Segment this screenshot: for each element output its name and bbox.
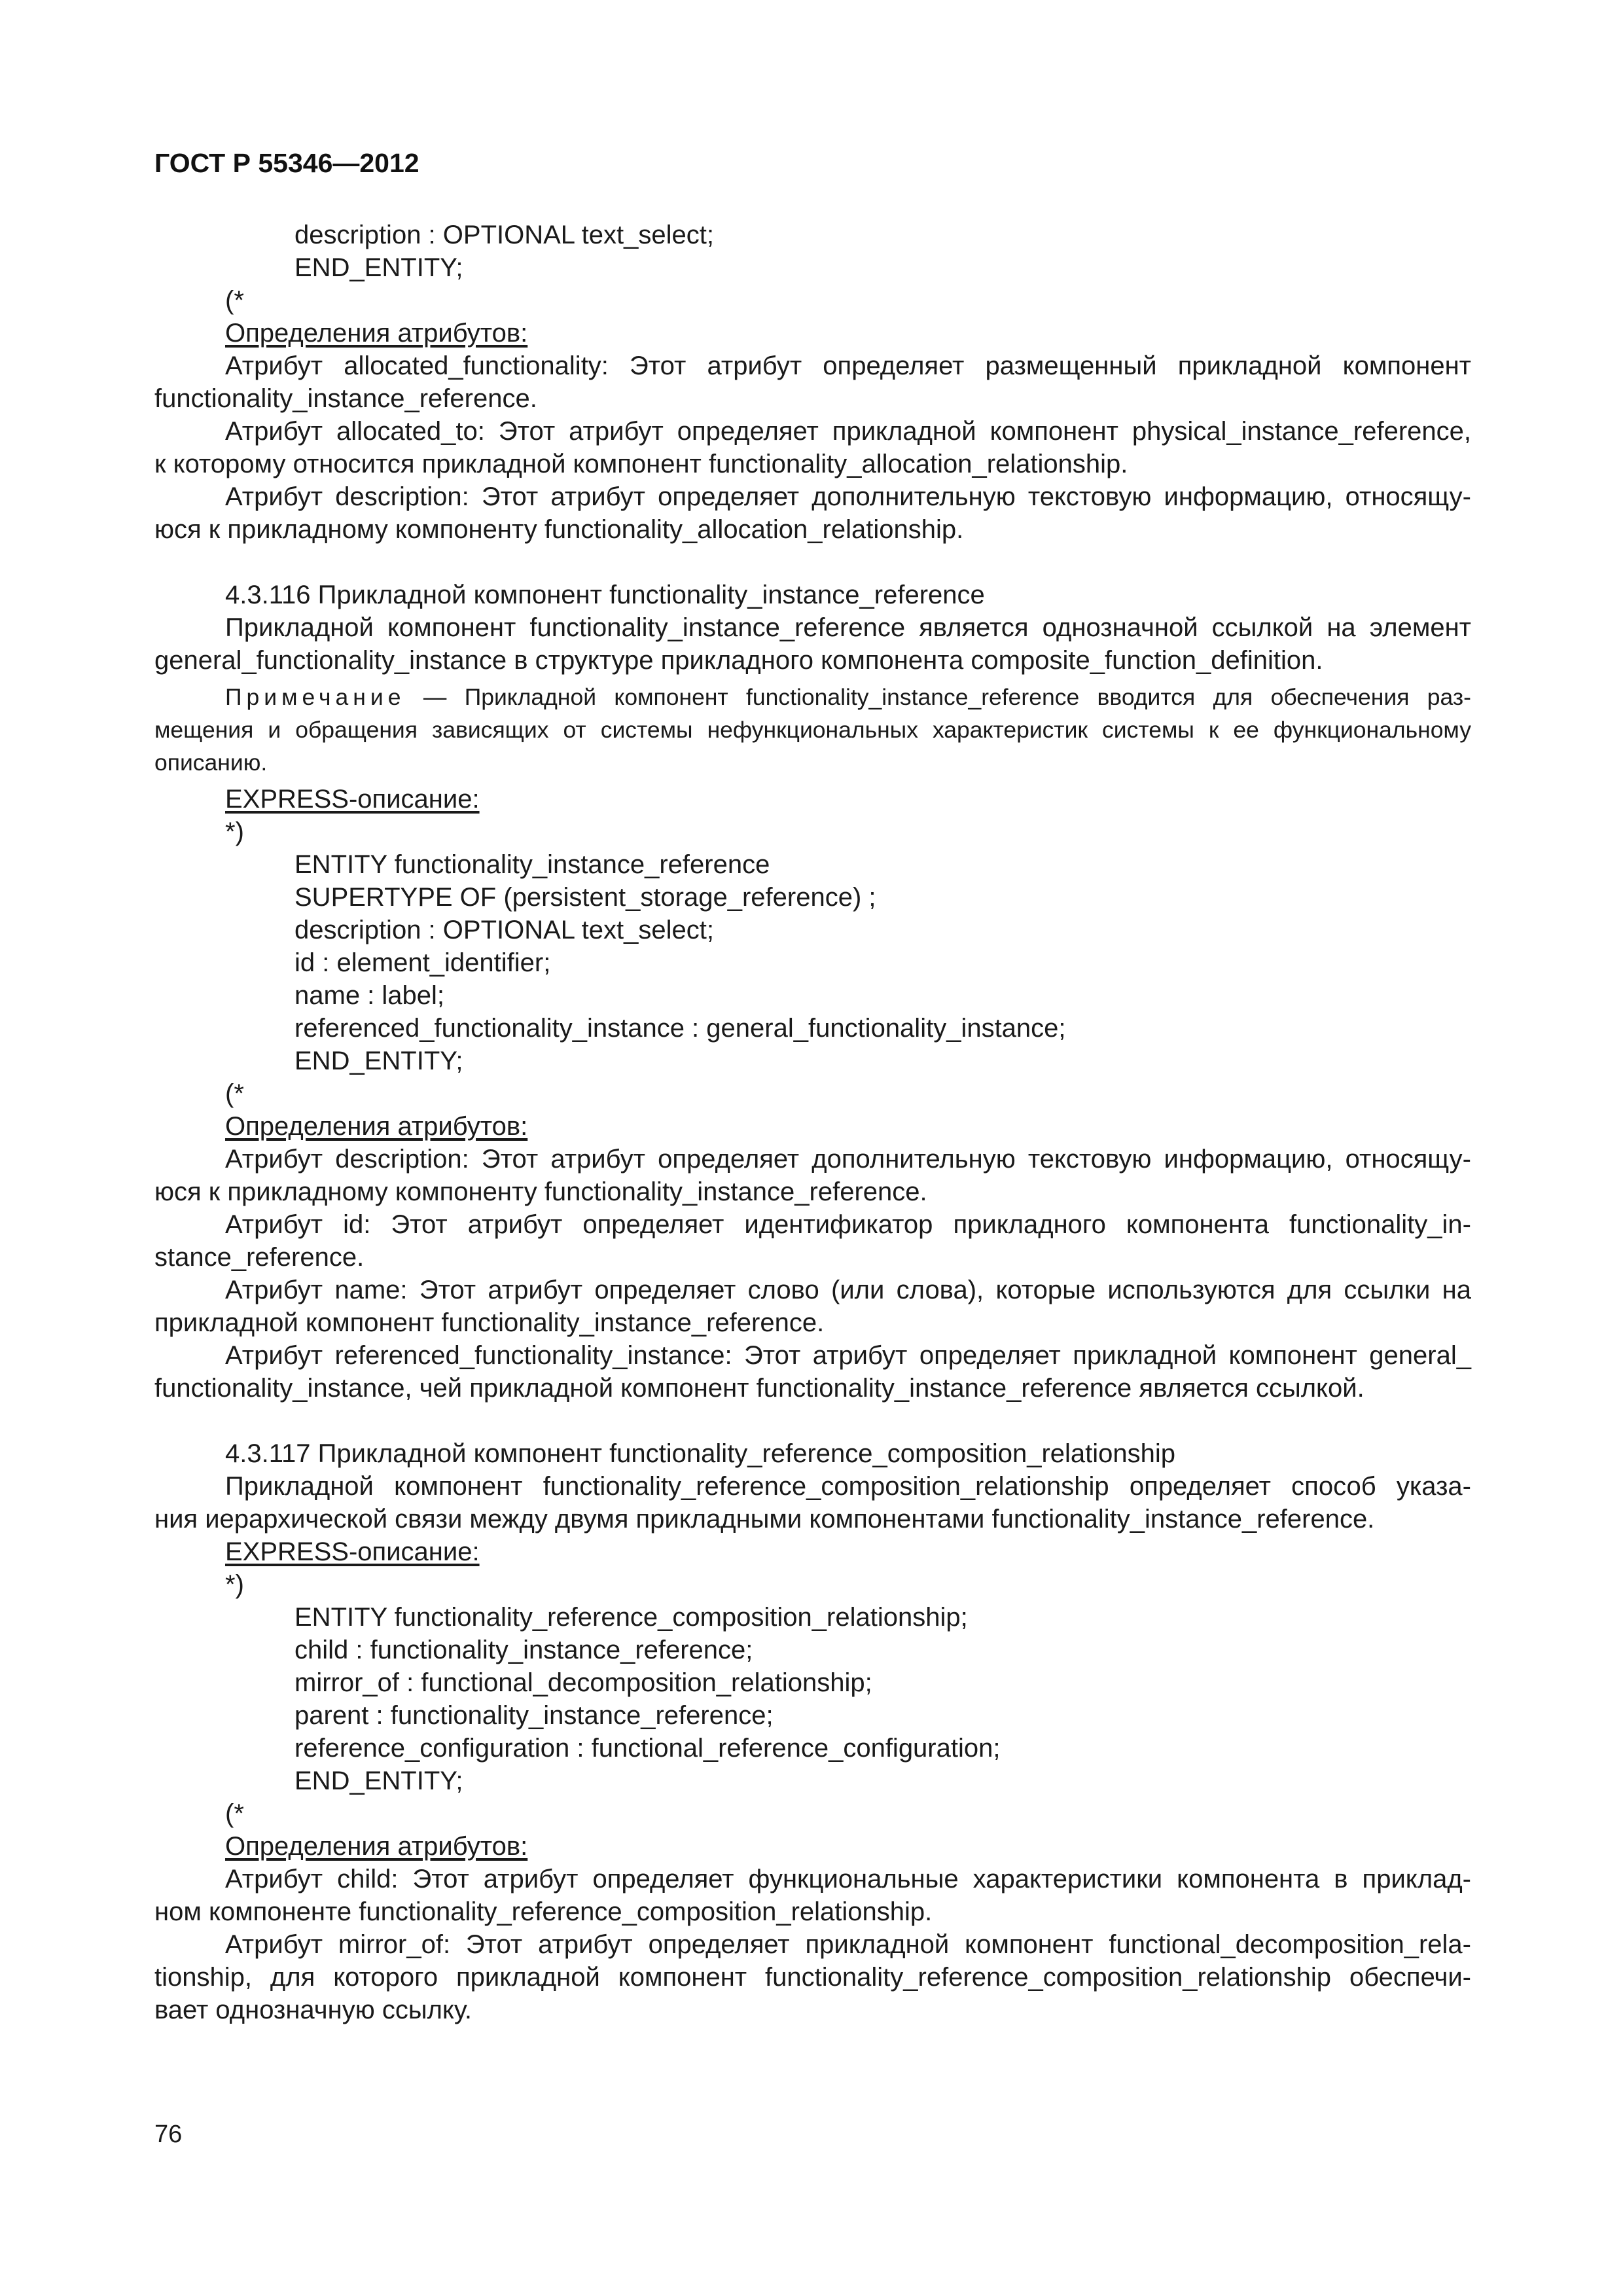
note-label: Примечание <box>225 684 406 710</box>
code-line: ENTITY functionality_instance_reference <box>294 850 770 879</box>
paragraph-line: general_functionality_instance в структуре прикладного компонента composite_function_definition. <box>154 646 1323 675</box>
document-header: ГОСТ Р 55346—2012 <box>154 148 419 178</box>
code-line: END_ENTITY; <box>294 1047 463 1075</box>
paragraph-line: Атрибут allocated_functionality: Этот атрибут определяет размещенный прикладной компонент <box>225 351 1471 380</box>
comment-open: (* <box>225 1799 244 1828</box>
paragraph-line: Атрибут id: Этот атрибут определяет идентификатор прикладного компонента functionality_in- <box>225 1210 1471 1239</box>
section-heading: 4.3.116 Прикладной компонент functionality_instance_reference <box>225 581 985 609</box>
paragraph-line: functionality_instance_reference. <box>154 384 537 413</box>
note-line: — Прикладной компонент functionality_instance_reference вводится для обеспечения раз- <box>423 684 1471 710</box>
paragraph-line: ния иерархической связи между двумя прикладными компонентами functionality_instance_reference. <box>154 1505 1375 1534</box>
paragraph-line: tionship, для которого прикладной компонент functionality_reference_composition_relationship обеспечи- <box>154 1963 1471 1992</box>
paragraph-line: вает однозначную ссылку. <box>154 1996 472 2024</box>
code-line: reference_configuration : functional_reference_configuration; <box>294 1734 1001 1763</box>
paragraph-line: к которому относится прикладной компонент functionality_allocation_relationship. <box>154 450 1128 478</box>
code-line: END_ENTITY; <box>294 1767 463 1795</box>
code-line: ENTITY functionality_reference_composition_relationship; <box>294 1603 968 1632</box>
paragraph-line: юся к прикладному компоненту functionality_instance_reference. <box>154 1177 927 1206</box>
paragraph-line: Атрибут mirror_of: Этот атрибут определяет прикладной компонент functional_decomposition_rela- <box>225 1930 1471 1959</box>
section-heading: 4.3.117 Прикладной компонент functionality_reference_composition_relationship <box>225 1439 1176 1468</box>
code-line: description : OPTIONAL text_select; <box>294 221 714 249</box>
code-line: referenced_functionality_instance : general_functionality_instance; <box>294 1014 1066 1043</box>
note-line: мещения и обращения зависящих от системы нефункциональных характеристик системы к ее функциональному <box>154 717 1471 743</box>
code-line: parent : functionality_instance_reference; <box>294 1701 774 1730</box>
comment-open: (* <box>225 286 244 315</box>
paragraph-line: ном компоненте functionality_reference_composition_relationship. <box>154 1897 933 1926</box>
paragraph-line: Атрибут description: Этот атрибут определяет дополнительную текстовую информацию, относящу- <box>225 1145 1471 1174</box>
paragraph-line: Атрибут referenced_functionality_instance: Этот атрибут определяет прикладной компонент general_ <box>225 1341 1471 1370</box>
code-line: END_ENTITY; <box>294 253 463 282</box>
comment-open: (* <box>225 1079 244 1108</box>
attribute-definitions-heading: Определения атрибутов: <box>225 1832 528 1861</box>
code-line: SUPERTYPE OF (persistent_storage_reference) ; <box>294 883 876 912</box>
code-line: id : element_identifier; <box>294 948 551 977</box>
code-line: child : functionality_instance_reference; <box>294 1636 753 1664</box>
attribute-definitions-heading: Определения атрибутов: <box>225 1112 528 1141</box>
express-heading: EXPRESS-описание: <box>225 785 480 814</box>
paragraph-line: Прикладной компонент functionality_reference_composition_relationship определяет способ указа- <box>225 1472 1471 1501</box>
paragraph-line: Атрибут allocated_to: Этот атрибут определяет прикладной компонент physical_instance_reference, <box>225 417 1471 446</box>
paragraph-line: Атрибут name: Этот атрибут определяет слово (или слова), которые используются для ссылки на <box>225 1276 1471 1304</box>
paragraph-line: прикладной компонент functionality_instance_reference. <box>154 1308 825 1337</box>
paragraph-line: stance_reference. <box>154 1243 365 1272</box>
code-line: name : label; <box>294 981 445 1010</box>
attribute-definitions-heading: Определения атрибутов: <box>225 319 528 348</box>
express-heading: EXPRESS-описание: <box>225 1537 480 1566</box>
paragraph-line: юся к прикладному компоненту functionality_allocation_relationship. <box>154 515 964 544</box>
note-line: описанию. <box>154 749 268 776</box>
code-line: description : OPTIONAL text_select; <box>294 916 714 944</box>
paragraph-line: Прикладной компонент functionality_instance_reference является однозначной ссылкой на элемент <box>225 613 1471 642</box>
paragraph-line: Атрибут description: Этот атрибут определяет дополнительную текстовую информацию, относящу- <box>225 482 1471 511</box>
comment-close: *) <box>225 817 244 846</box>
note <box>154 681 1471 779</box>
page-number: 76 <box>154 2121 183 2148</box>
paragraph-line: Атрибут child: Этот атрибут определяет функциональные характеристики компонента в приклад- <box>225 1865 1471 1893</box>
comment-close: *) <box>225 1570 244 1599</box>
code-line: mirror_of : functional_decomposition_relationship; <box>294 1668 872 1697</box>
paragraph-line: functionality_instance, чей прикладной компонент functionality_instance_reference является ссылкой. <box>154 1374 1364 1403</box>
page-content <box>154 219 1471 2026</box>
